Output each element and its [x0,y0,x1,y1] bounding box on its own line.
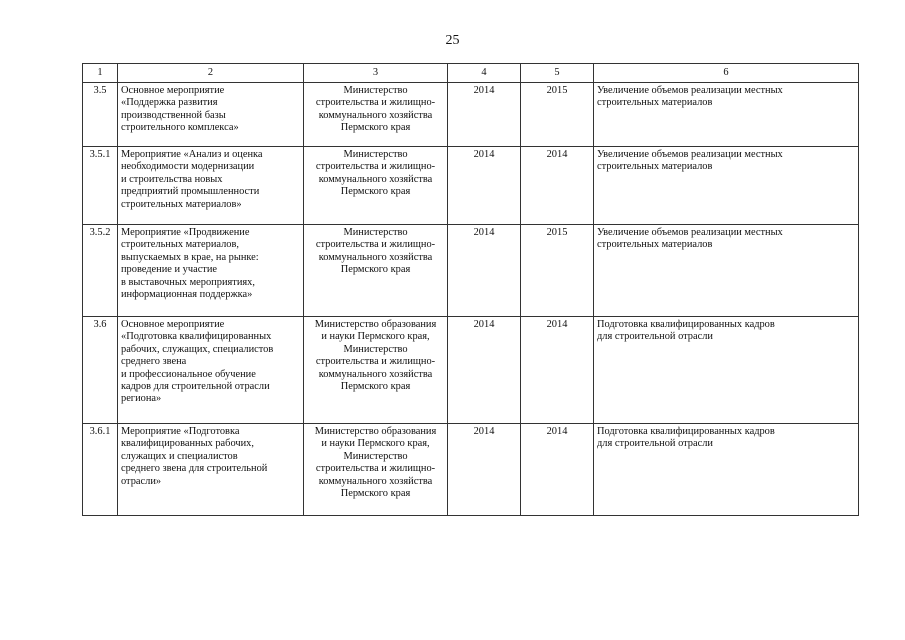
row-number: 3.6.1 [83,424,118,516]
activity-name: Мероприятие «Анализ и оценка необходимости модернизации и строительства новых предприятий промышленности строительных материалов» [118,147,304,225]
activity-name: Основное мероприятие «Поддержка развития производственной базы строительного комплекса» [118,83,304,147]
column-header-6: 6 [594,64,859,83]
end-year: 2014 [521,424,594,516]
column-header-1: 1 [83,64,118,83]
expected-result: Подготовка квалифицированных кадров для строительной отрасли [594,317,859,424]
row-number: 3.6 [83,317,118,424]
column-header-3: 3 [304,64,448,83]
end-year: 2015 [521,225,594,317]
start-year: 2014 [448,424,521,516]
expected-result: Подготовка квалифицированных кадров для строительной отрасли [594,424,859,516]
start-year: 2014 [448,225,521,317]
expected-result: Увеличение объемов реализации местных строительных материалов [594,225,859,317]
activities-table [82,63,859,516]
table-row [83,424,859,516]
executor: Министерство строительства и жилищно- коммунального хозяйства Пермского края [304,83,448,147]
activity-name: Основное мероприятие «Подготовка квалифицированных рабочих, служащих, специалистов среднего звена и профессиональное обучение кадров для строительной отрасли региона» [118,317,304,424]
table-row [83,317,859,424]
header-row [83,64,859,83]
start-year: 2014 [448,147,521,225]
column-header-4: 4 [448,64,521,83]
column-header-2: 2 [118,64,304,83]
executor: Министерство образования и науки Пермского края, Министерство строительства и жилищно- коммунального хозяйства Пермского края [304,424,448,516]
activity-name: Мероприятие «Подготовка квалифицированных рабочих, служащих и специалистов среднего звена для строительной отрасли» [118,424,304,516]
executor: Министерство строительства и жилищно- коммунального хозяйства Пермского края [304,225,448,317]
table-row [83,83,859,147]
end-year: 2015 [521,83,594,147]
start-year: 2014 [448,317,521,424]
row-number: 3.5 [83,83,118,147]
expected-result: Увеличение объемов реализации местных строительных материалов [594,147,859,225]
row-number: 3.5.1 [83,147,118,225]
end-year: 2014 [521,317,594,424]
column-header-5: 5 [521,64,594,83]
page-number: 25 [445,33,460,48]
activity-name: Мероприятие «Продвижение строительных материалов, выпускаемых в крае, на рынке: проведение и участие в выставочных мероприятиях, информационная поддержка» [118,225,304,317]
expected-result: Увеличение объемов реализации местных строительных материалов [594,83,859,147]
executor: Министерство строительства и жилищно- коммунального хозяйства Пермского края [304,147,448,225]
row-number: 3.5.2 [83,225,118,317]
start-year: 2014 [448,83,521,147]
end-year: 2014 [521,147,594,225]
table-row [83,225,859,317]
table-row [83,147,859,225]
executor: Министерство образования и науки Пермского края, Министерство строительства и жилищно- коммунального хозяйства Пермского края [304,317,448,424]
